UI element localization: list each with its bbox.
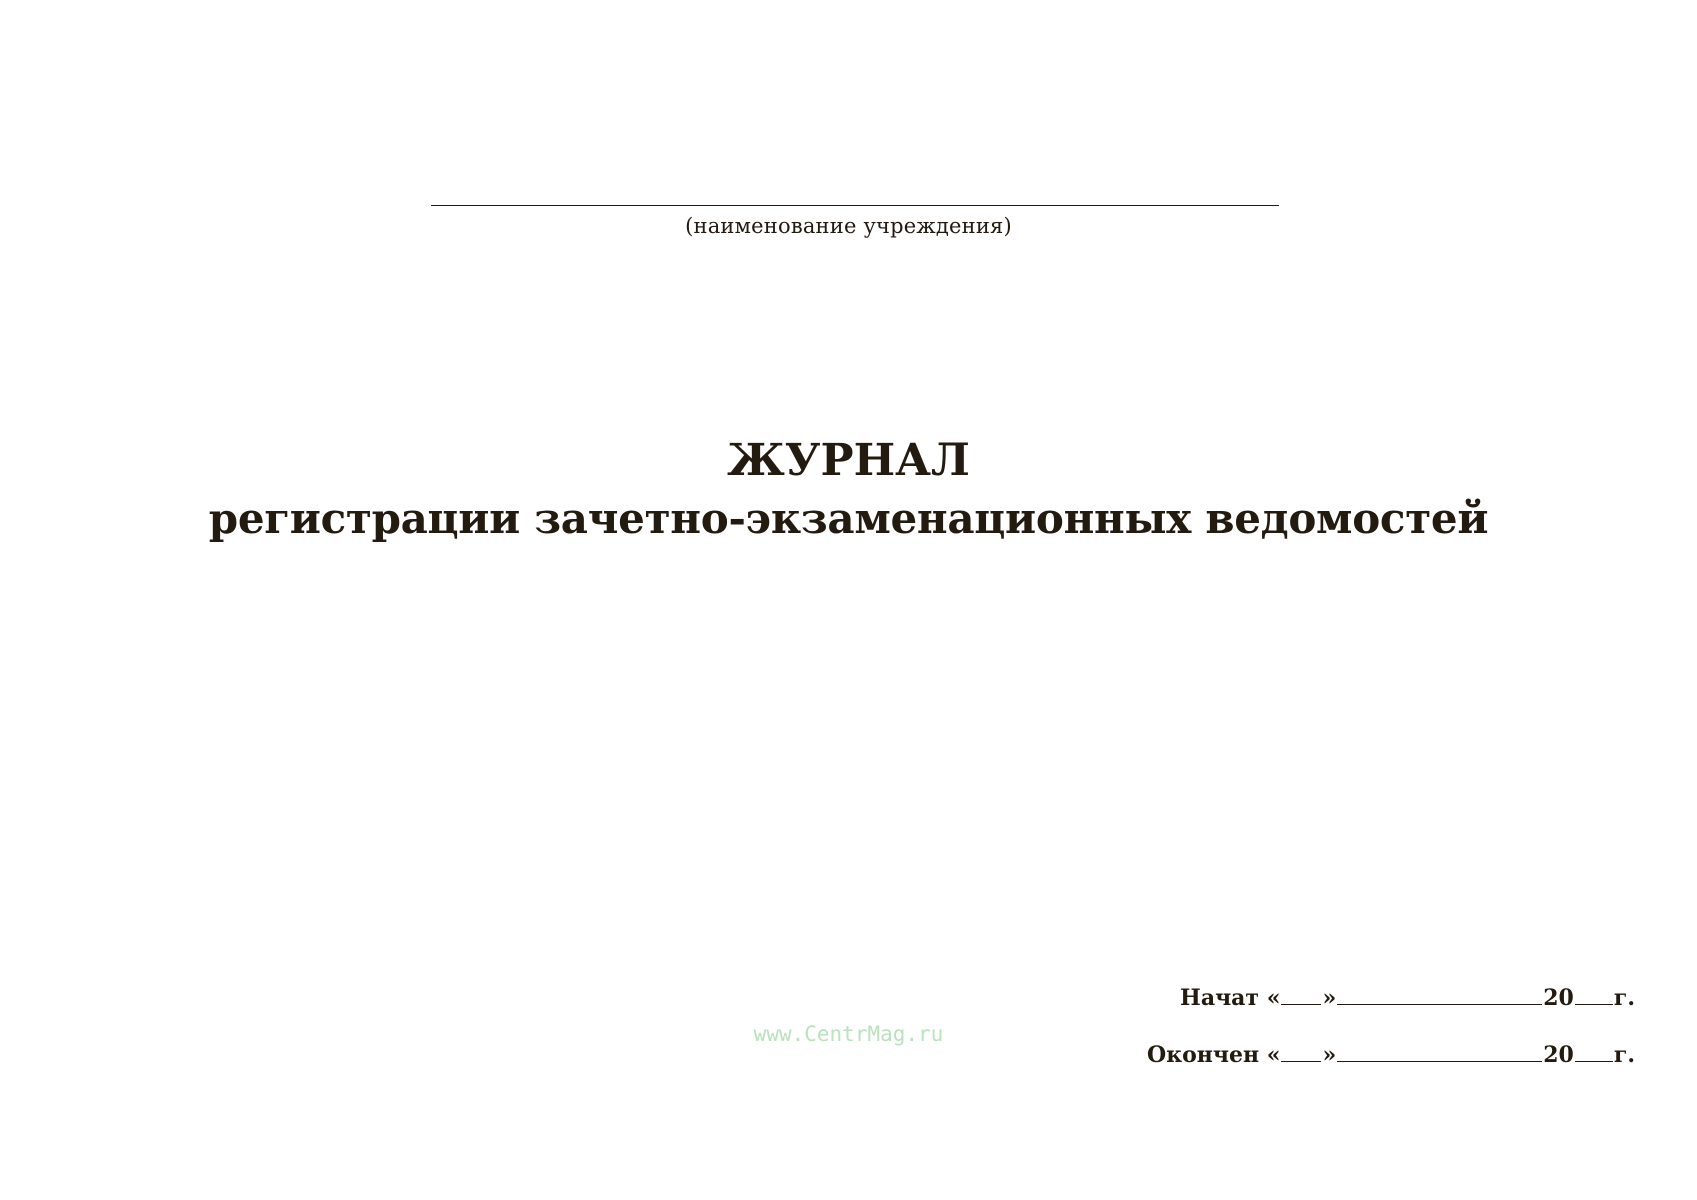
institution-name-line xyxy=(431,205,1279,206)
document-title: ЖУРНАЛ xyxy=(727,435,970,486)
end-day-blank xyxy=(1281,1060,1321,1062)
start-day-blank xyxy=(1281,1003,1321,1005)
title-block xyxy=(0,432,1697,548)
end-month-blank xyxy=(1337,1060,1542,1062)
start-date-label: Начат « xyxy=(1180,985,1281,1011)
start-year-blank xyxy=(1575,1003,1613,1005)
start-year-suffix: г. xyxy=(1613,985,1635,1011)
watermark: www.CentrMag.ru xyxy=(753,1022,944,1046)
document-subtitle: регистрации зачетно-экзаменационных ведомостей xyxy=(208,494,1489,543)
start-quote-close: » xyxy=(1322,985,1337,1011)
start-century: 20 xyxy=(1543,985,1574,1011)
end-quote-close: » xyxy=(1322,1042,1337,1068)
end-date-label: Окончен « xyxy=(1147,1042,1281,1068)
end-year-suffix: г. xyxy=(1613,1042,1635,1068)
end-date-row xyxy=(1147,1042,1635,1068)
start-date-row xyxy=(1180,985,1635,1011)
start-month-blank xyxy=(1337,1003,1542,1005)
institution-caption: (наименование учреждения) xyxy=(685,214,1012,238)
end-century: 20 xyxy=(1543,1042,1574,1068)
end-year-blank xyxy=(1575,1060,1613,1062)
